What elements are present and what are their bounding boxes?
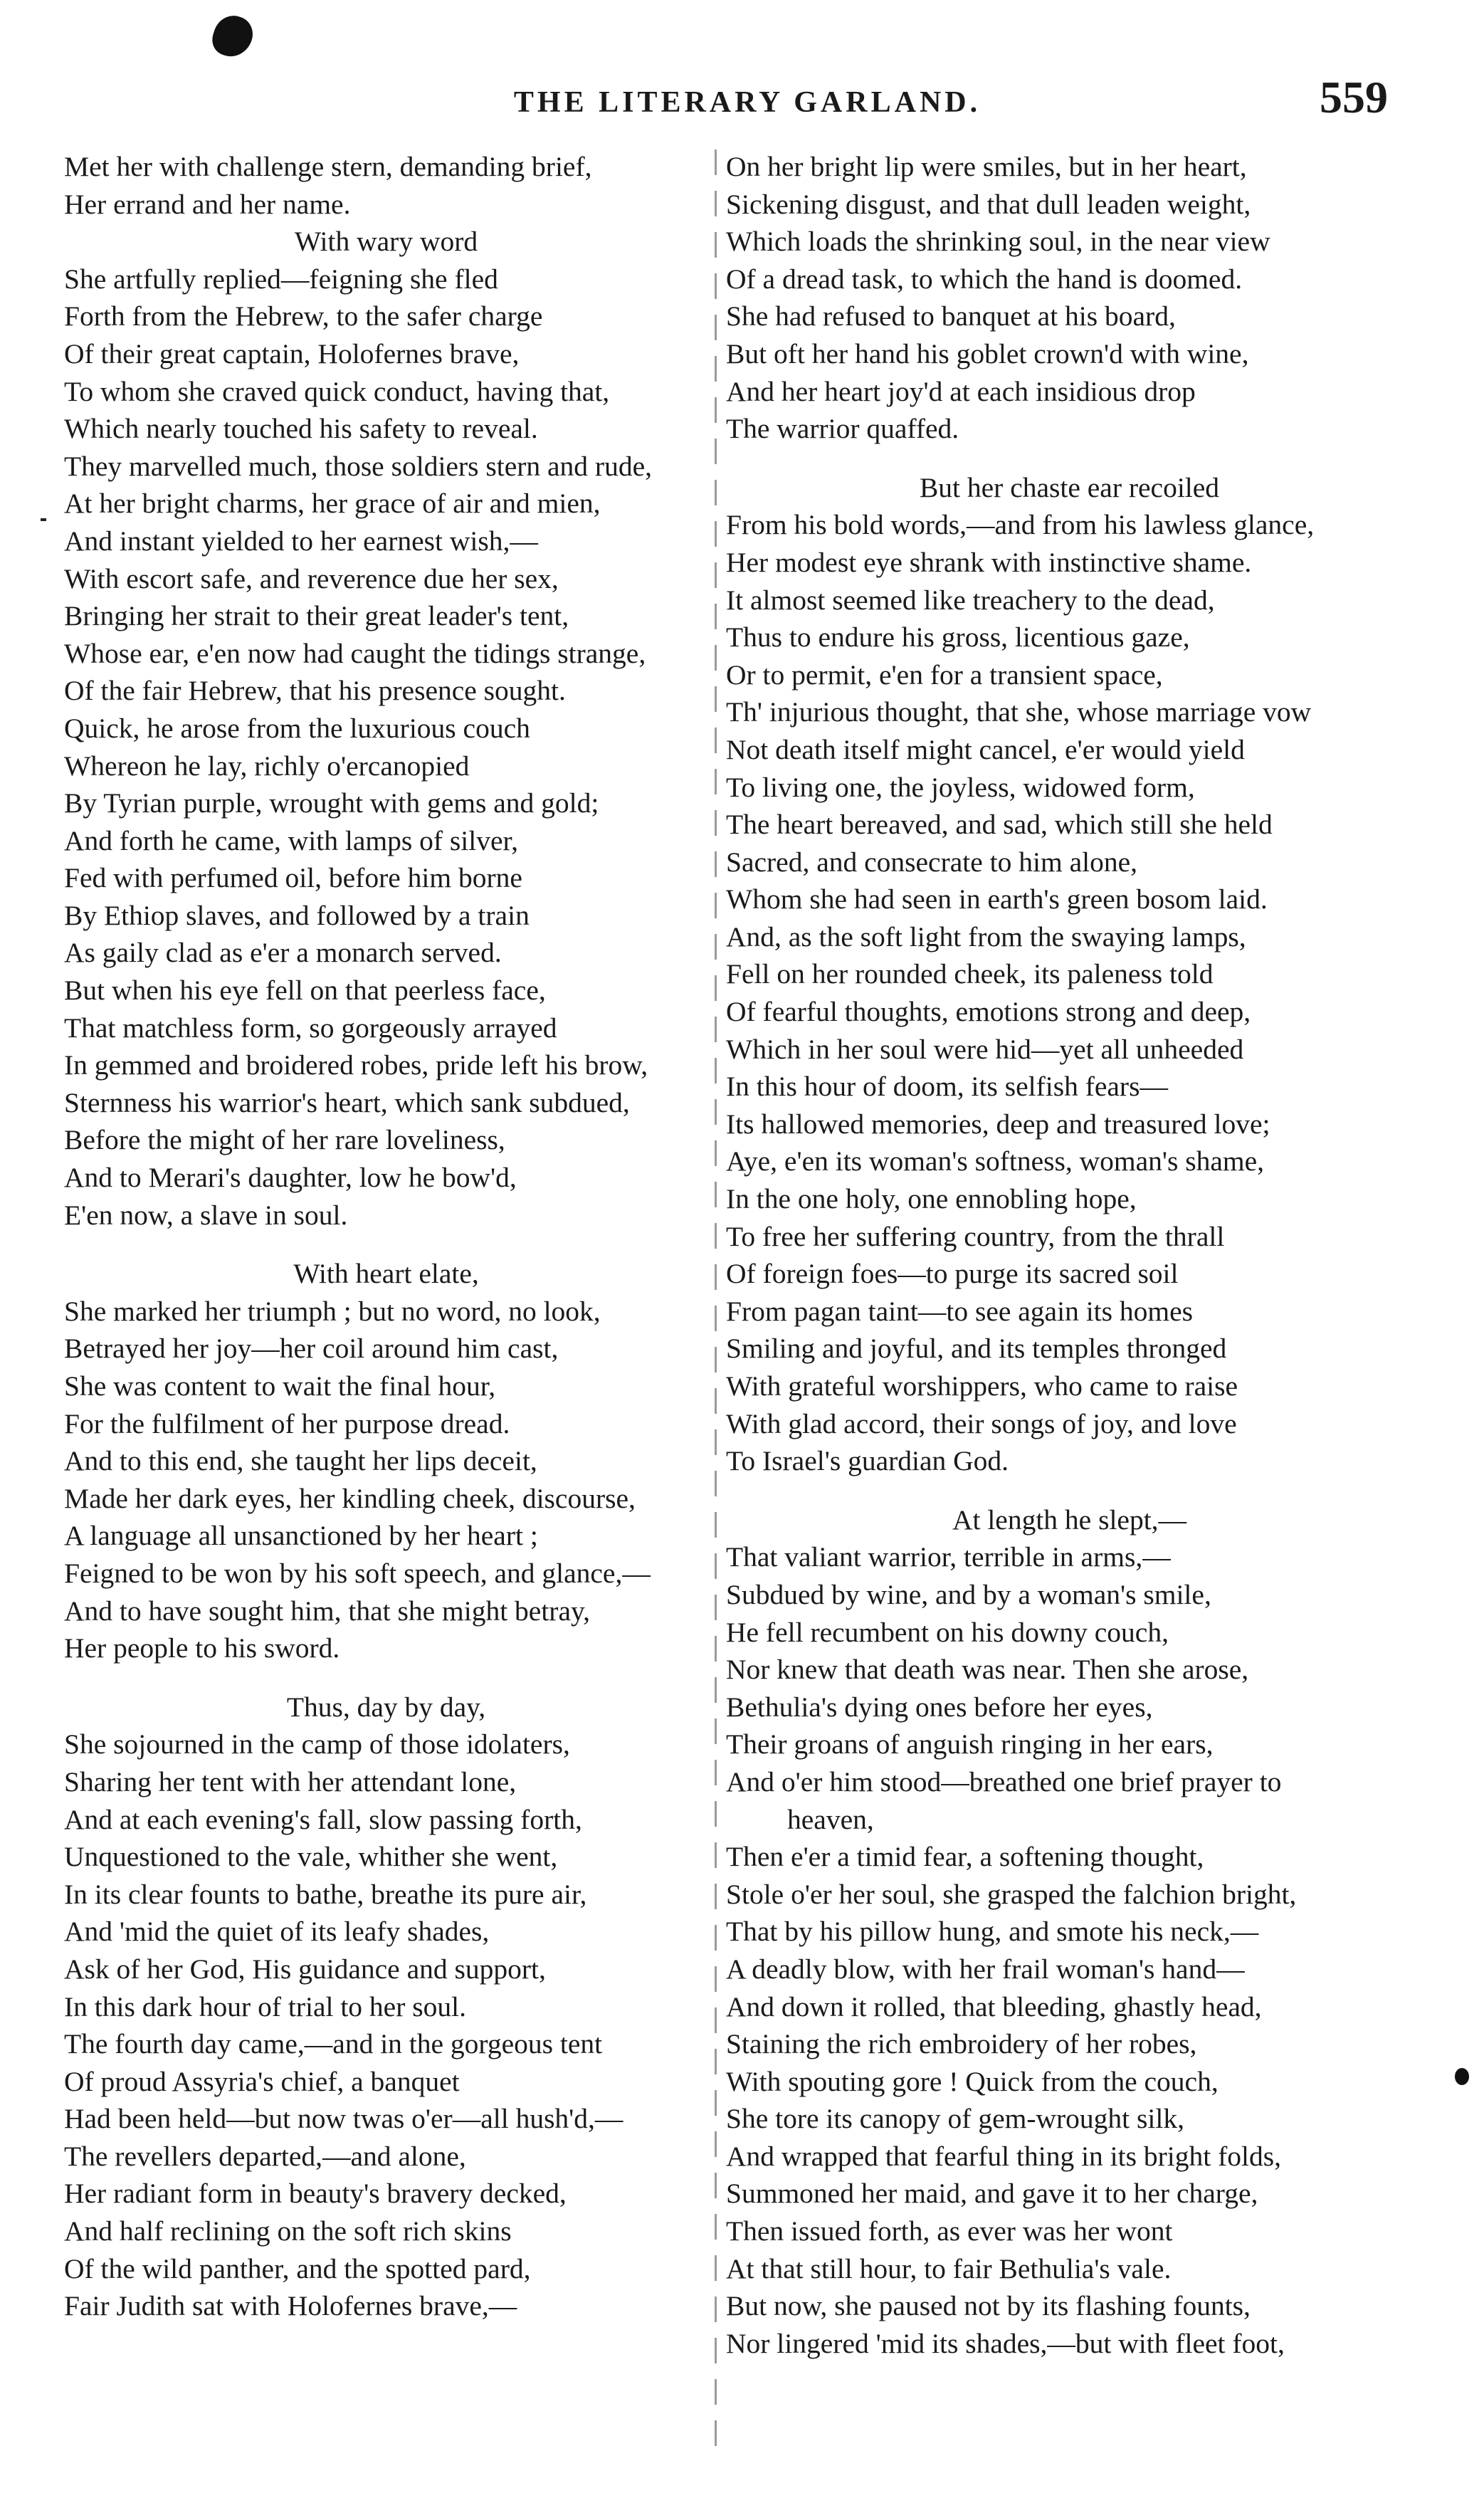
poem-line: Nor knew that death was near. Then she arose, [726,1654,1249,1686]
poem-line: Whose ear, e'en now had caught the tidings strange, [64,637,646,669]
poem-line: Its hallowed memories, deep and treasured love; [726,1108,1270,1140]
poem-line: And wrapped that fearful thing in its bright folds, [726,2140,1281,2172]
poem-line: Betrayed her joy—her coil around him cast, [64,1333,559,1365]
poem-line: That matchless form, so gorgeously arrayed [64,1012,557,1044]
poem-line: And at each evening's fall, slow passing forth, [64,1803,582,1835]
poem-line: A language all unsanctioned by her heart ; [64,1520,538,1552]
poem-line: The revellers departed,—and alone, [64,2140,466,2172]
poem-line: To living one, the joyless, widowed form, [726,771,1195,803]
poem-line: But oft her hand his goblet crown'd with wine, [726,337,1249,369]
poem-line: As gaily clad as e'er a monarch served. [64,937,502,969]
poem-line: Bethulia's dying ones before her eyes, [726,1691,1153,1723]
poem-line: And to Merari's daughter, low he bow'd, [64,1162,517,1194]
poem-line: Fed with perfumed oil, before him borne [64,862,522,894]
poem-line: But when his eye fell on that peerless face, [64,975,546,1007]
poem-line: Thus, day by day, [286,1691,486,1723]
poem-line: Of the fair Hebrew, that his presence sought. [64,675,566,707]
poem-line: It almost seemed like treachery to the dead, [726,584,1215,616]
poem-line: In this dark hour of trial to her soul. [64,1990,466,2022]
poem-line: heaven, [787,1803,874,1835]
left-column [64,148,708,2325]
poem-line: Before the might of her rare loveliness, [64,1124,505,1156]
poem-line: Which loads the shrinking soul, in the near view [726,226,1270,258]
poem-line: And half reclining on the soft rich skins [64,2215,512,2247]
ink-dot [1455,2068,1469,2085]
poem-line: A deadly blow, with her frail woman's hand— [726,1953,1245,1985]
poem-line: With grateful worshippers, who came to raise [726,1370,1238,1402]
poem-line: At her bright charms, her grace of air and mien, [64,488,601,520]
poem-line: Th' injurious thought, that she, whose marriage vow [726,696,1312,728]
poem-line: But now, she paused not by its flashing founts, [726,2290,1251,2322]
poem-line: Which in her soul were hid—yet all unheeded [726,1033,1244,1065]
poem-line: And down it rolled, that bleeding, ghastly head, [726,1990,1262,2022]
poem-line: Which nearly touched his safety to reveal. [64,413,538,445]
poem-line [726,1480,1413,1501]
poem-line: On her bright lip were smiles, but in her heart, [726,151,1247,182]
poem-line: The warrior quaffed. [726,413,959,445]
poem-line: Then e'er a timid fear, a softening thought, [726,1841,1204,1873]
poem-line: Summoned her maid, and gave it to her charge, [726,2178,1258,2210]
poem-line: Her radiant form in beauty's bravery decked, [64,2178,567,2210]
poem-line: Subdued by wine, and by a woman's smile, [726,1578,1211,1610]
poem-line: In this hour of doom, its selfish fears— [726,1071,1168,1103]
poem-line: By Tyrian purple, wrought with gems and gold; [64,787,599,819]
poem-line: Quick, he arose from the luxurious couch [64,712,530,744]
poem-line: And to have sought him, that she might betray, [64,1595,591,1627]
margin-mark [41,518,46,521]
poem-line: Whereon he lay, richly o'ercanopied [64,750,470,782]
right-column [726,148,1413,2362]
poem-line: They marvelled much, those soldiers stern and rude, [64,450,652,482]
poem-line: Had been held—but now twas o'er—all hush'd,— [64,2103,623,2135]
poem-line: Of their great captain, Holofernes brave, [64,337,520,369]
poem-line: To Israel's guardian God. [726,1445,1009,1477]
poem-line: Bringing her strait to their great leader's tent, [64,600,569,632]
poem-line: Then issued forth, as ever was her wont [726,2215,1173,2247]
poem-line [64,1234,708,1255]
poem-line: Her modest eye shrank with instinctive shame. [726,546,1252,578]
poem-line: She marked her triumph ; but no word, no look, [64,1295,601,1327]
poem-line: Of fearful thoughts, emotions strong and deep, [726,996,1251,1028]
poem-line: And, as the soft light from the swaying lamps, [726,920,1246,952]
poem-line: With escort safe, and reverence due her sex, [64,562,559,594]
poem-line: For the fulfilment of her purpose dread. [64,1407,510,1439]
poem-line: And to this end, she taught her lips deceit, [64,1445,537,1477]
poem-line: By Ethiop slaves, and followed by a train [64,899,530,931]
column-divider [715,149,717,2456]
poem-line: To whom she craved quick conduct, having that, [64,375,610,407]
poem-line: Sternness his warrior's heart, which sank subdued, [64,1086,630,1118]
poem-line: Fair Judith sat with Holofernes brave,— [64,2290,517,2322]
poem-line: She artfully replied—feigning she fled [64,263,498,295]
poem-line: In its clear founts to bathe, breathe its pure air, [64,1878,587,1910]
poem-line: With wary word [294,226,478,258]
poem-line: With heart elate, [293,1258,479,1290]
poem-line [726,448,1413,469]
poem-line: From pagan taint—to see again its homes [726,1295,1194,1327]
poem-line: Not death itself might cancel, e'er would yield [726,733,1245,765]
poem-line: Aye, e'en its woman's softness, woman's shame, [726,1145,1265,1177]
poem-line: At that still hour, to fair Bethulia's vale. [726,2252,1172,2284]
page-number: 559 [1320,72,1388,122]
poem-line: Their groans of anguish ringing in her ears, [726,1728,1214,1760]
poem-line [64,1667,708,1689]
running-header: THE LITERARY GARLAND. [513,86,982,119]
poem-line: The fourth day came,—and in the gorgeous tent [64,2028,603,2060]
poem-line: Forth from the Hebrew, to the safer charge [64,300,543,332]
poem-line: The heart bereaved, and sad, which still she held [726,809,1273,841]
poem-line: She was content to wait the final hour, [64,1370,496,1402]
poem-line: He fell recumbent on his downy couch, [726,1616,1169,1648]
poem-line: Or to permit, e'en for a transient space, [726,658,1163,691]
poem-line: To free her suffering country, from the thrall [726,1220,1225,1252]
poem-line: Her people to his sword. [64,1632,340,1664]
poem-line: In gemmed and broidered robes, pride left his brow, [64,1049,648,1081]
poem-line: Of proud Assyria's chief, a banquet [64,2065,460,2097]
poem-line: But her chaste ear recoiled [919,471,1220,503]
poem-line: Of the wild panther, and the spotted pard, [64,2252,531,2284]
poem-line: Of a dread task, to which the hand is doomed. [726,263,1243,295]
poem-line: And forth he came, with lamps of silver, [64,824,518,856]
poem-line: At length he slept,— [952,1503,1187,1536]
poem-line: Staining the rich embroidery of her robes, [726,2028,1197,2060]
poem-line: Met her with challenge stern, demanding brief, [64,151,592,182]
poem-line: And her heart joy'd at each insidious drop [726,375,1196,407]
poem-line: Her errand and her name. [64,188,351,220]
poem-line: Stole o'er her soul, she grasped the falchion bright, [726,1878,1297,1910]
poem-line: Of foreign foes—to purge its sacred soil [726,1258,1179,1290]
poem-line: Sharing her tent with her attendant lone, [64,1765,517,1797]
poem-line: Smiling and joyful, and its temples thronged [726,1333,1227,1365]
poem-line: That by his pillow hung, and smote his neck,— [726,1916,1259,1948]
poem-line: And o'er him stood—breathed one brief prayer to [726,1765,1282,1797]
ink-blot [208,11,257,62]
poem-line: Sacred, and consecrate to him alone, [726,846,1137,878]
poem-line: Unquestioned to the vale, whither she went, [64,1841,558,1873]
poem-line: She had refused to banquet at his board, [726,300,1176,332]
poem-line: That valiant warrior, terrible in arms,— [726,1541,1171,1573]
poem-line: From his bold words,—and from his lawless glance, [726,509,1315,541]
poem-line: Thus to endure his gross, licentious gaze, [726,621,1190,654]
poem-line: Whom she had seen in earth's green bosom laid. [726,883,1268,915]
poem-line: Sickening disgust, and that dull leaden weight, [726,188,1251,220]
poem-line: Made her dark eyes, her kindling cheek, discourse, [64,1482,636,1514]
poem-line: In the one holy, one ennobling hope, [726,1183,1137,1215]
poem-line: Ask of her God, His guidance and support, [64,1953,546,1985]
poem-line: She tore its canopy of gem-wrought silk, [726,2103,1184,2135]
poem-line: Nor lingered 'mid its shades,—but with fleet foot, [726,2327,1285,2359]
poem-line: With spouting gore ! Quick from the couch, [726,2065,1219,2097]
poem-line: And 'mid the quiet of its leafy shades, [64,1916,490,1948]
poem-line: She sojourned in the camp of those idolaters, [64,1728,570,1760]
poem-line: With glad accord, their songs of joy, and love [726,1407,1237,1439]
poem-line: And instant yielded to her earnest wish,— [64,525,538,557]
poem-line: Feigned to be won by his soft speech, and glance,— [64,1557,651,1589]
poem-line: Fell on her rounded cheek, its paleness told [726,958,1214,990]
poem-line: E'en now, a slave in soul. [64,1199,348,1231]
